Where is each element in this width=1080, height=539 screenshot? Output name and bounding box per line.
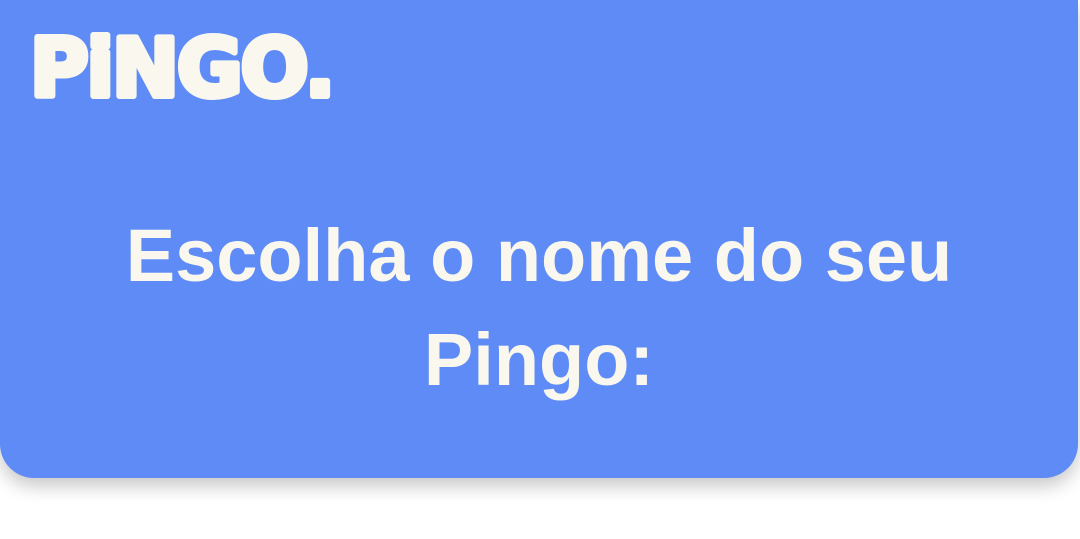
pingo-logo-text: PiNGO. [30,22,334,115]
page-title: Escolha o nome do seu Pingo: [125,214,953,401]
pingo-logo-image [28,22,334,115]
pingo-logo [28,22,334,115]
